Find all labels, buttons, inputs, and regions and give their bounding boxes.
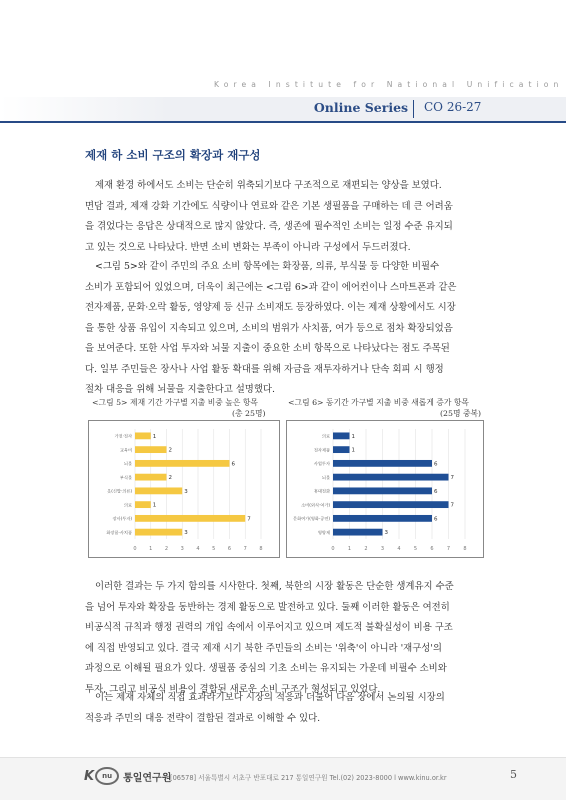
paragraph-line: 다. 일부 주민들은 장사나 사업 활동 확대를 위해 자금을 재투자하거나 단속 회피 시 행정 <box>85 363 444 375</box>
category-label-0: 장사(투자) <box>112 516 132 522</box>
value-label-1: 6 <box>434 461 438 468</box>
x-tick-label-0: 3 <box>180 546 184 552</box>
paragraph-2 <box>85 257 482 401</box>
x-tick-label-1: 0 <box>331 546 335 552</box>
footer-address: [06578] 서울특별시 서초구 반포대로 217 통일연구원 Tel.(02) 2023-8000 l www.kinu.or.kr <box>170 774 447 782</box>
paragraph-line: 이는 제재 자체의 직접 효과라기보다 시장의 적응과 더불어 다음 장에서 논의될 시장의 <box>95 692 445 703</box>
paragraph-line: 투자, 그리고 비공식 비용이 결합된 새로운 소비 구조가 형성되고 있었다. <box>85 683 381 695</box>
bar-0 <box>135 529 182 536</box>
bar-1 <box>333 432 350 439</box>
value-label-0: 2 <box>168 447 172 454</box>
paragraph-line: 전자제품, 문화·오락 활동, 영양제 등 신규 소비재도 등장하였다. 이는 제재 상황에서도 시장 <box>85 302 456 313</box>
category-label-1: 휴대전화 <box>313 488 330 494</box>
value-label-0: 3 <box>184 530 188 537</box>
category-label-1: 의료 <box>321 433 330 439</box>
paragraph-line: 절차 대응을 위해 뇌물을 지출한다고 설명했다. <box>85 384 275 395</box>
category-label-0: 의료 <box>123 502 132 508</box>
bar-0 <box>135 474 167 481</box>
value-label-1: 1 <box>351 433 355 440</box>
value-label-0: 7 <box>247 516 251 523</box>
series-label: Online Series <box>313 100 409 115</box>
paragraph-line: 을 보여준다. 또한 사업 투자와 뇌물 지출이 중요한 소비 항목으로 나타났다는 점도 주목된 <box>85 343 450 354</box>
bar-0 <box>135 446 167 453</box>
value-label-1: 6 <box>434 516 438 523</box>
figure-6-caption: <그림 6> 동기간 가구별 지출 비중 새롭게 증가 항목 <box>288 398 469 407</box>
value-label-1: 7 <box>450 502 454 509</box>
category-label-1: 소비(외식·여가) <box>301 502 330 508</box>
x-tick-label-1: 3 <box>380 546 385 552</box>
bar-1 <box>333 529 383 536</box>
figure-6-note: (25명 중복) <box>440 409 482 418</box>
bar-1 <box>333 474 449 481</box>
category-label-0: 부식물 <box>119 474 132 480</box>
bar-1 <box>333 515 432 522</box>
paragraph-3 <box>85 577 482 700</box>
x-tick-label-0: 7 <box>243 546 247 552</box>
paragraph-line: 적응과 주민의 대응 전략이 결합된 결과로 이해할 수 있다. <box>85 712 321 724</box>
x-tick-label-0: 2 <box>164 546 169 552</box>
page-number: 5 <box>510 768 517 781</box>
paragraph-line: 비공식적 규칙과 행정 권력의 개입 속에서 이루어지고 있으며 제도적 불확실성이 비용 구조 <box>85 622 453 633</box>
value-label-0: 1 <box>152 433 157 440</box>
paragraph-line: <그림 5>와 같이 주민의 주요 소비 항목에는 화장품, 의류, 부식물 등 다양한 비필수 <box>95 261 440 272</box>
paragraph-line: 고 있는 것으로 나타났다. 반면 소비 변화는 부족이 아니라 구성에서 두드러졌다. <box>85 241 411 253</box>
header-rule <box>0 121 566 123</box>
category-label-1: 뇌물 <box>321 474 330 480</box>
logo-circle-icon: nu <box>95 767 119 785</box>
section-title: 제재 하 소비 구조의 확장과 재구성 <box>85 148 261 162</box>
bar-1 <box>333 501 449 508</box>
institute-name: Korea Institute for National Unification <box>214 80 564 89</box>
category-label-1: 전자제품 <box>313 447 330 453</box>
bar-1 <box>333 487 432 494</box>
x-tick-label-0: 0 <box>133 546 137 552</box>
paragraph-line: 제재 환경 하에서도 소비는 단순히 위축되기보다 구조적으로 재편되는 양상을 보였다. <box>95 180 442 191</box>
paragraph-line: 면담 결과, 제재 강화 기간에도 식량이나 연료와 같은 기본 생필품을 구매하는 데 큰 어려움 <box>85 200 453 212</box>
logo-k-mark: K <box>84 768 95 784</box>
category-label-1: 사업투자 <box>313 461 330 467</box>
x-tick-label-1: 6 <box>430 546 434 552</box>
paragraph-line: 소비가 포함되어 있었으며, 더욱이 최근에는 <그림 6>과 같이 에어컨이나 스마트폰과 같은 <box>85 281 457 293</box>
bar-1 <box>333 446 350 453</box>
x-tick-label-0: 1 <box>149 546 153 552</box>
value-label-1: 1 <box>351 447 355 454</box>
x-tick-label-1: 2 <box>364 546 368 552</box>
category-label-0: 뇌물 <box>123 461 132 467</box>
value-label-0: 2 <box>168 475 172 482</box>
paragraph-line: 을 통한 상품 유입이 지속되고 있으며, 소비의 범위가 사치품, 여가 등으로 점차 확장되었음 <box>85 322 453 334</box>
category-label-0: 교육비 <box>119 447 132 453</box>
kinu-logo <box>84 766 171 786</box>
x-tick-label-0: 5 <box>212 546 216 552</box>
category-label-0: 가전·전자 <box>114 433 132 439</box>
paragraph-4 <box>85 688 482 729</box>
x-tick-label-0: 4 <box>196 546 200 552</box>
paragraph-line: 을 넘어 투자와 확장을 동반하는 경제 활동으로 발전하고 있다. 둘째 이러한 활동은 여전히 <box>85 601 450 613</box>
value-label-1: 6 <box>434 488 438 495</box>
bar-0 <box>135 460 230 467</box>
header-divider <box>413 100 414 118</box>
figure-5-caption: <그림 5> 제재 기간 가구별 지출 비중 높은 항목 <box>92 398 258 407</box>
figure-5-chart <box>88 420 280 558</box>
bar-1 <box>333 460 432 467</box>
paragraph-1 <box>85 176 482 258</box>
value-label-0: 6 <box>231 461 235 468</box>
series-code: CO 26-27 <box>424 100 482 114</box>
value-label-0: 1 <box>152 502 157 509</box>
figure-6-chart <box>286 420 484 558</box>
value-label-0: 3 <box>184 488 188 495</box>
paragraph-line: 이러한 결과는 두 가지 함의를 시사한다. 첫째, 북한의 시장 활동은 단순한 생계유지 수준 <box>95 581 454 592</box>
bar-0 <box>135 515 245 522</box>
category-label-1: 문화여가(영화·공연) <box>293 516 330 522</box>
figure-5-note: (총 25명) <box>232 409 266 418</box>
x-tick-label-1: 1 <box>347 546 352 552</box>
x-tick-label-1: 5 <box>413 546 418 552</box>
value-label-1: 7 <box>450 475 454 482</box>
logo-name: 통일연구원 <box>123 772 172 784</box>
paragraph-line: 에 직접 반영되고 있다. 결국 제재 시기 북한 주민들의 소비는 '위축'이 아니라 '재구성'의 <box>85 642 442 654</box>
bar-0 <box>135 487 182 494</box>
category-label-0: 옷(신발·의류) <box>107 488 132 494</box>
figure-6-svg <box>287 421 483 557</box>
category-label-1: 영양제 <box>317 529 330 535</box>
x-tick-label-0: 6 <box>227 546 232 552</box>
paragraph-line: 을 겪었다는 응답은 상대적으로 많지 않았다. 즉, 생존에 필수적인 소비는 일정 수준 유지되 <box>85 221 453 232</box>
paragraph-line: 과정으로 이해될 필요가 있다. 생필품 중심의 기초 소비는 유지되는 가운데 비필수 소비와 <box>85 663 447 674</box>
x-tick-label-0: 8 <box>259 546 263 552</box>
category-label-0: 화장품·사치품 <box>106 529 132 535</box>
bar-0 <box>135 501 151 508</box>
figure-5-svg <box>89 421 279 557</box>
x-tick-label-1: 7 <box>446 546 451 552</box>
bar-0 <box>135 432 151 439</box>
x-tick-label-1: 8 <box>463 546 467 552</box>
x-tick-label-1: 4 <box>397 546 401 552</box>
value-label-1: 3 <box>384 530 388 537</box>
